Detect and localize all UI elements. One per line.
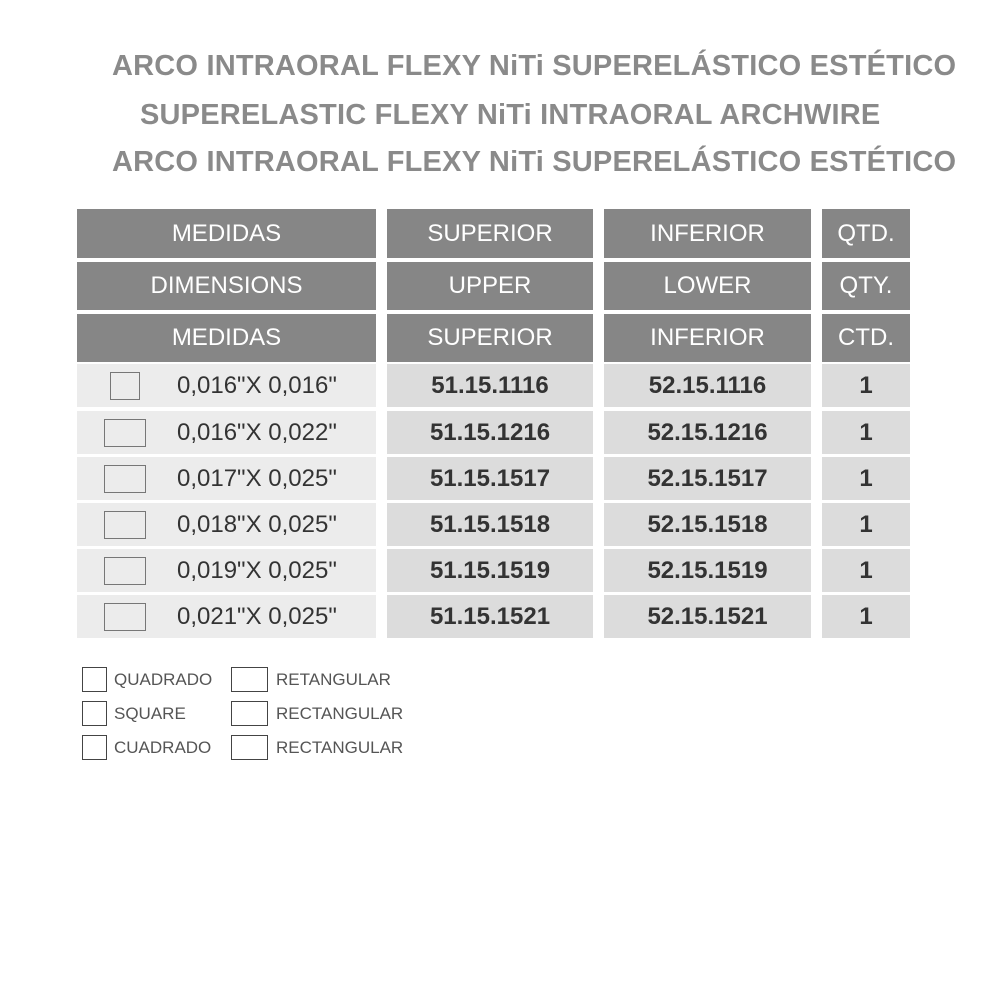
- qty-value: 1: [822, 411, 910, 454]
- header-lower-pt: INFERIOR: [604, 209, 811, 258]
- header-qty-es: CTD.: [822, 314, 910, 362]
- dimension-value: 0,019"X 0,025": [177, 556, 337, 584]
- square-shape-icon: [110, 372, 140, 400]
- upper-code: 51.15.1518: [387, 503, 593, 546]
- table-row-dimension: [77, 503, 376, 546]
- upper-code: 51.15.1216: [387, 411, 593, 454]
- dimension-value: 0,017"X 0,025": [177, 464, 337, 492]
- header-dimensions-pt: MEDIDAS: [77, 209, 376, 258]
- rectangle-shape-icon: [104, 465, 146, 493]
- upper-code: 51.15.1519: [387, 549, 593, 592]
- header-dimensions-es: MEDIDAS: [77, 314, 376, 362]
- rectangle-shape-icon: [104, 557, 146, 585]
- upper-code: 51.15.1116: [387, 364, 593, 407]
- legend-square-en: SQUARE: [114, 704, 186, 723]
- lower-code: 52.15.1518: [604, 503, 811, 546]
- header-upper-en: UPPER: [387, 262, 593, 310]
- table-row-dimension: [77, 411, 376, 454]
- header-dimensions-en: DIMENSIONS: [77, 262, 376, 310]
- header-qty-en: QTY.: [822, 262, 910, 310]
- qty-value: 1: [822, 364, 910, 407]
- header-upper-pt: SUPERIOR: [387, 209, 593, 258]
- dimension-value: 0,016"X 0,016": [177, 371, 337, 399]
- lower-code: 52.15.1521: [604, 595, 811, 638]
- table-row-dimension: [77, 364, 376, 407]
- legend-rectangular-es: RECTANGULAR: [276, 738, 404, 757]
- dimension-value: 0,021"X 0,025": [177, 602, 337, 630]
- table-row-dimension: [77, 457, 376, 500]
- header-qty-pt: QTD.: [822, 209, 910, 258]
- qty-value: 1: [822, 503, 910, 546]
- legend-square-pt: QUADRADO: [114, 670, 213, 689]
- dimension-value: 0,018"X 0,025": [177, 510, 337, 538]
- table-row-dimension: [77, 595, 376, 638]
- dimension-value: 0,016"X 0,022": [177, 418, 337, 446]
- legend-square-icon: [82, 667, 107, 692]
- title-portuguese: ARCO INTRAORAL FLEXY NiTi SUPERELÁSTICO ESTÉTICO: [112, 50, 957, 82]
- legend-rectangle-icon: [231, 735, 268, 760]
- rectangle-shape-icon: [104, 511, 146, 539]
- legend-square-icon: [82, 701, 107, 726]
- legend-rectangular-pt: RETANGULAR: [276, 670, 391, 689]
- rectangle-shape-icon: [104, 419, 146, 447]
- legend-square-icon: [82, 735, 107, 760]
- header-lower-en: LOWER: [604, 262, 811, 310]
- legend-rectangle-icon: [231, 701, 268, 726]
- lower-code: 52.15.1116: [604, 364, 811, 407]
- header-lower-es: INFERIOR: [604, 314, 811, 362]
- title-english: SUPERELASTIC FLEXY NiTi INTRAORAL ARCHWIRE: [140, 99, 881, 131]
- lower-code: 52.15.1519: [604, 549, 811, 592]
- table-row-dimension: [77, 549, 376, 592]
- legend-square-es: CUADRADO: [114, 738, 212, 757]
- qty-value: 1: [822, 457, 910, 500]
- rectangle-shape-icon: [104, 603, 146, 631]
- upper-code: 51.15.1517: [387, 457, 593, 500]
- lower-code: 52.15.1216: [604, 411, 811, 454]
- qty-value: 1: [822, 549, 910, 592]
- legend-rectangular-en: RECTANGULAR: [276, 704, 404, 723]
- header-upper-es: SUPERIOR: [387, 314, 593, 362]
- upper-code: 51.15.1521: [387, 595, 593, 638]
- qty-value: 1: [822, 595, 910, 638]
- lower-code: 52.15.1517: [604, 457, 811, 500]
- legend-rectangle-icon: [231, 667, 268, 692]
- title-spanish: ARCO INTRAORAL FLEXY NiTi SUPERELÁSTICO ESTÉTICO: [112, 146, 957, 178]
